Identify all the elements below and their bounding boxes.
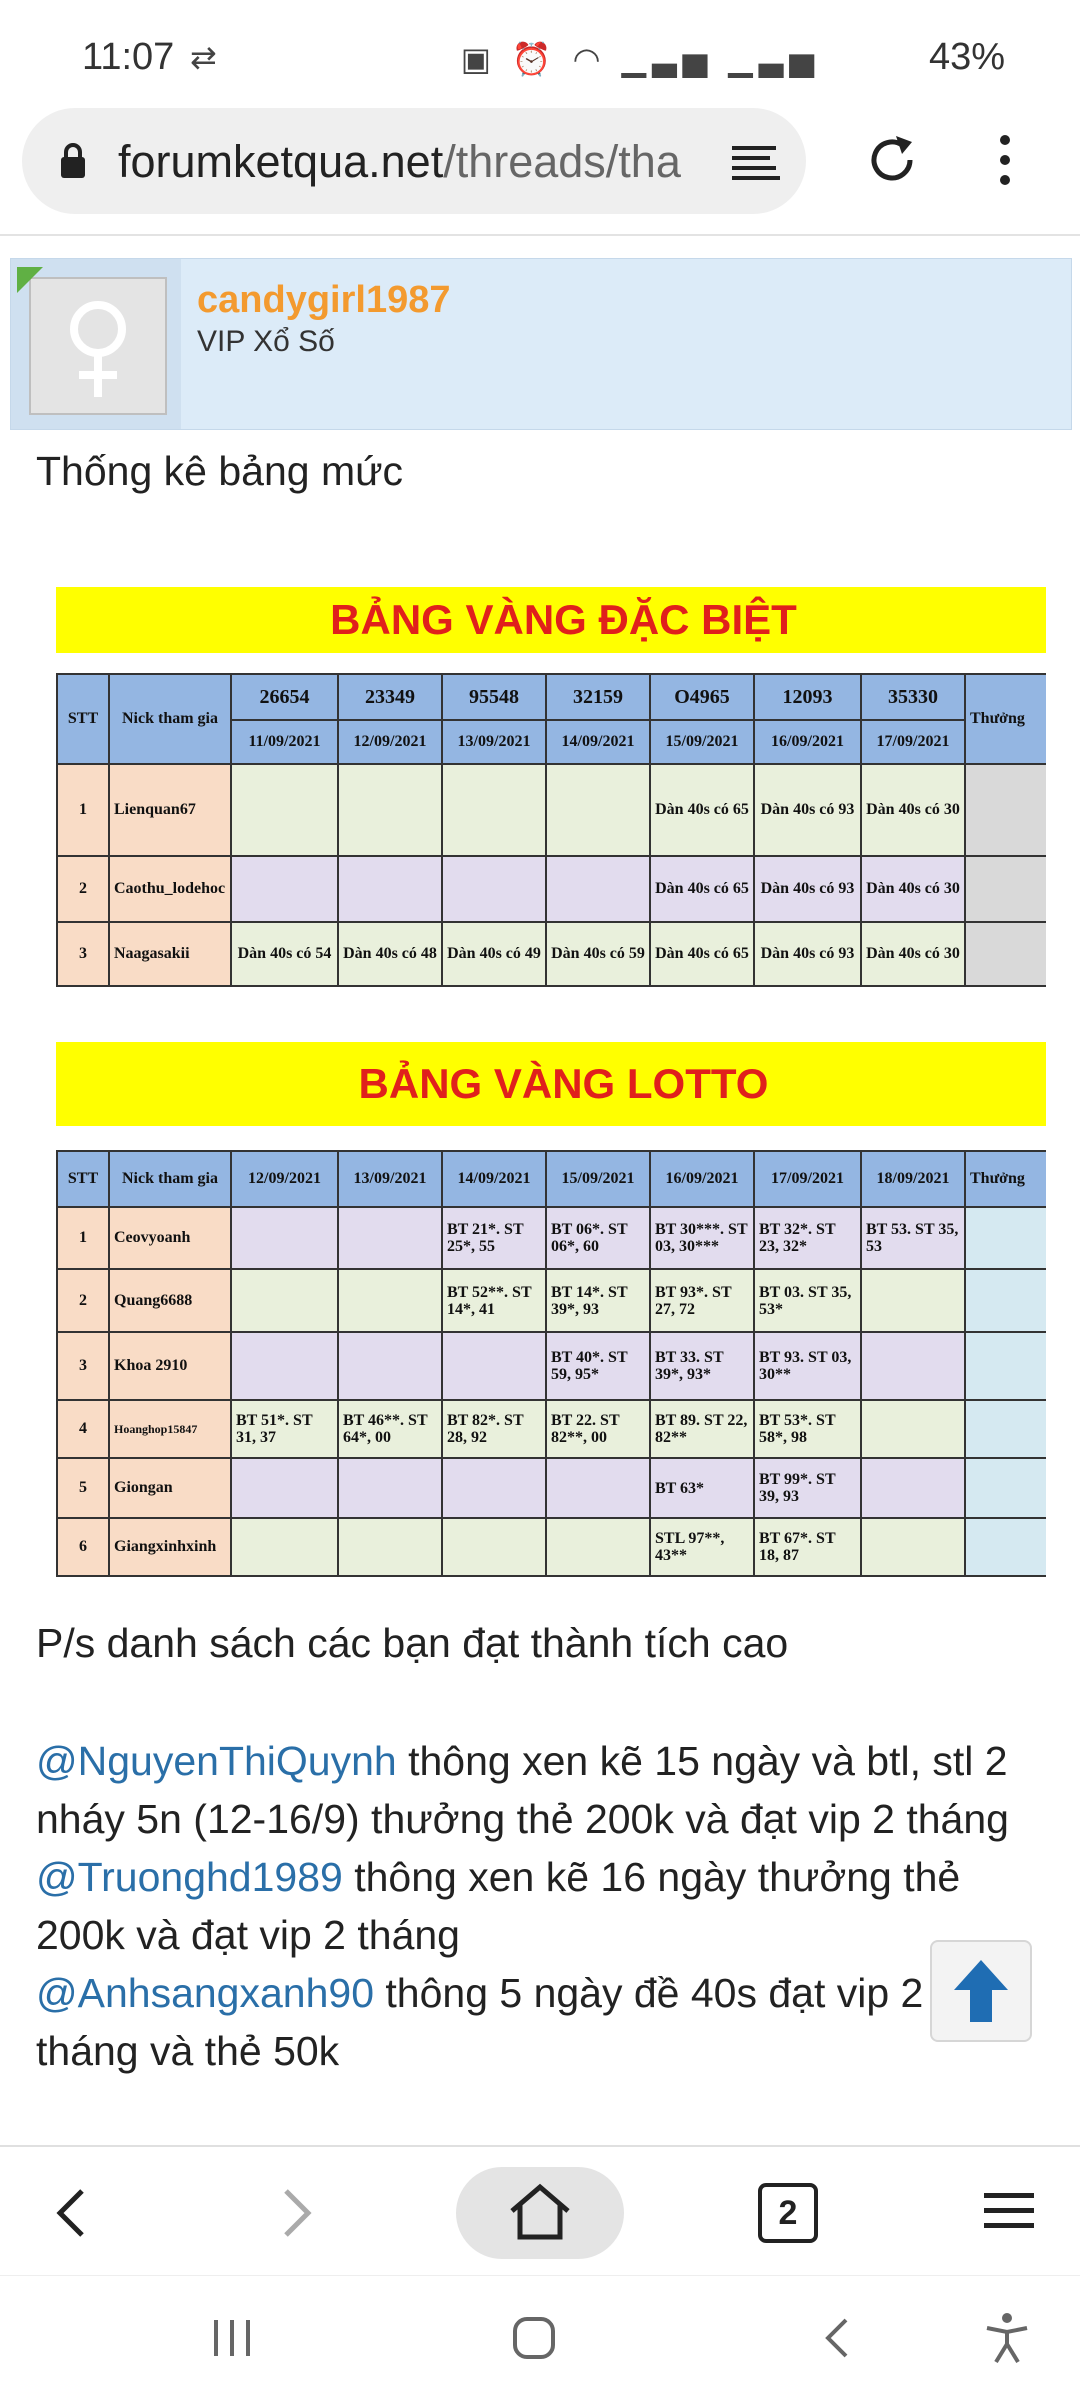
table-cell: Dàn 40s có 93 bbox=[754, 922, 861, 986]
achievement-text: thông 5 ngày đề 40s đạt vip 2 bbox=[374, 1970, 924, 2016]
table-cell bbox=[442, 764, 546, 856]
home-icon bbox=[508, 2181, 572, 2243]
row-nick: Giongan bbox=[109, 1458, 231, 1518]
table-cell bbox=[861, 1400, 965, 1458]
table-row bbox=[57, 1400, 1046, 1458]
header-nick: Nick tham gia bbox=[109, 1151, 231, 1207]
table-cell: BT 06*. ST 06*, 60 bbox=[546, 1207, 650, 1269]
lotto-table-image bbox=[36, 1018, 1046, 1593]
table-cell: Dàn 40s có 54 bbox=[231, 922, 338, 986]
header-reward: Thưởng bbox=[965, 674, 1046, 764]
achievement-text: tháng và thẻ 50k bbox=[36, 2028, 340, 2074]
menu-kebab-icon[interactable] bbox=[995, 130, 1015, 190]
username-link[interactable]: candygirl1987 bbox=[197, 279, 451, 321]
url-text: forumketqua.net/threads/tha bbox=[118, 136, 681, 187]
achievement-text: thông xen kẽ 15 ngày và btl, stl 2 bbox=[396, 1738, 1008, 1784]
ps-line: P/s danh sách các bạn đạt thành tích cao bbox=[36, 1620, 789, 1666]
status-time: 11:07 bbox=[82, 36, 175, 78]
table-cell bbox=[231, 1269, 338, 1332]
lotto-table-title: BẢNG VÀNG LOTTO bbox=[56, 1042, 1046, 1126]
table-cell: Dàn 40s có 48 bbox=[338, 922, 442, 986]
table-cell: BT 14*. ST 39*, 93 bbox=[546, 1269, 650, 1332]
date-header: 16/09/2021 bbox=[754, 720, 861, 764]
table-cell: BT 46**. ST 64*, 00 bbox=[338, 1400, 442, 1458]
row-stt: 2 bbox=[57, 856, 109, 922]
table-cell: BT 63* bbox=[650, 1458, 754, 1518]
table-cell bbox=[338, 1332, 442, 1400]
table-cell bbox=[231, 1458, 338, 1518]
table-cell bbox=[442, 1458, 546, 1518]
avatar[interactable] bbox=[29, 277, 167, 415]
online-indicator bbox=[17, 267, 43, 293]
table-cell: STL 97**, 43** bbox=[650, 1518, 754, 1576]
reward-cell bbox=[965, 922, 1046, 986]
table-row bbox=[57, 764, 1046, 856]
table-cell: BT 93*. ST 27, 72 bbox=[650, 1269, 754, 1332]
table-cell bbox=[861, 1458, 965, 1518]
reward-cell bbox=[965, 1458, 1046, 1518]
table-cell: Dàn 40s có 30 bbox=[861, 764, 965, 856]
table-cell: BT 33. ST 39*, 93* bbox=[650, 1332, 754, 1400]
date-header: 13/09/2021 bbox=[338, 1151, 442, 1207]
reward-cell bbox=[965, 1207, 1046, 1269]
status-icons: ▣ ⏰ ◠ ▁▃▅ ▁▃▅ bbox=[460, 41, 820, 77]
table-cell: Dàn 40s có 30 bbox=[861, 856, 965, 922]
row-stt: 4 bbox=[57, 1400, 109, 1458]
table-cell: BT 93. ST 03, 30** bbox=[754, 1332, 861, 1400]
post-author-bar bbox=[10, 258, 1072, 430]
table-cell: Dàn 40s có 65 bbox=[650, 856, 754, 922]
achievement-text: thông xen kẽ 16 ngày thưởng thẻ bbox=[342, 1854, 961, 1900]
reward-cell bbox=[965, 1518, 1046, 1576]
date-header: 12/09/2021 bbox=[338, 720, 442, 764]
row-nick: Hoanghop15847 bbox=[109, 1400, 231, 1458]
table-cell bbox=[231, 1518, 338, 1576]
table-cell bbox=[861, 1269, 965, 1332]
date-header: 14/09/2021 bbox=[442, 1151, 546, 1207]
achievement-list bbox=[36, 1732, 1056, 2080]
table-cell: BT 32*. ST 23, 32* bbox=[754, 1207, 861, 1269]
table-cell: BT 40*. ST 59, 95* bbox=[546, 1332, 650, 1400]
mention-link[interactable]: @NguyenThiQuynh bbox=[36, 1738, 397, 1784]
table-cell: BT 51*. ST 31, 37 bbox=[231, 1400, 338, 1458]
table-cell: BT 82*. ST 28, 92 bbox=[442, 1400, 546, 1458]
row-nick: Ceovyoanh bbox=[109, 1207, 231, 1269]
reader-mode-icon[interactable] bbox=[730, 142, 782, 182]
result-number: 23349 bbox=[338, 674, 442, 720]
table-cell: BT 67*. ST 18, 87 bbox=[754, 1518, 861, 1576]
result-number: 26654 bbox=[231, 674, 338, 720]
reward-cell bbox=[965, 1332, 1046, 1400]
date-header: 15/09/2021 bbox=[546, 1151, 650, 1207]
date-header: 11/09/2021 bbox=[231, 720, 338, 764]
result-number: 32159 bbox=[546, 674, 650, 720]
table-cell: BT 30***. ST 03, 30*** bbox=[650, 1207, 754, 1269]
reload-icon[interactable] bbox=[862, 130, 922, 190]
table-row bbox=[57, 922, 1046, 986]
table-cell bbox=[338, 1518, 442, 1576]
table-cell: BT 53*. ST 58*, 98 bbox=[754, 1400, 861, 1458]
mention-link[interactable]: @Anhsangxanh90 bbox=[36, 1970, 374, 2016]
table-cell bbox=[442, 1332, 546, 1400]
table-cell: Dàn 40s có 59 bbox=[546, 922, 650, 986]
home-button[interactable] bbox=[456, 2167, 624, 2259]
row-stt: 2 bbox=[57, 1269, 109, 1332]
row-stt: 1 bbox=[57, 1207, 109, 1269]
table-cell bbox=[338, 1458, 442, 1518]
battery-level: 43% bbox=[928, 36, 1005, 78]
row-stt: 5 bbox=[57, 1458, 109, 1518]
arrow-up-icon bbox=[932, 1942, 1030, 2040]
reward-cell bbox=[965, 856, 1046, 922]
date-header: 14/09/2021 bbox=[546, 720, 650, 764]
reward-cell bbox=[965, 764, 1046, 856]
special-table-image bbox=[36, 565, 1046, 1010]
browser-bottom-bar bbox=[0, 2145, 1080, 2277]
header-stt: STT bbox=[57, 674, 109, 764]
achievement-text: 200k và đạt vip 2 tháng bbox=[36, 1912, 460, 1958]
achievement-item bbox=[36, 1732, 1056, 1790]
row-nick: Khoa 2910 bbox=[109, 1332, 231, 1400]
table-cell: BT 21*. ST 25*, 55 bbox=[442, 1207, 546, 1269]
table-cell bbox=[338, 1207, 442, 1269]
achievement-item bbox=[36, 1964, 1056, 2022]
accessibility-icon[interactable] bbox=[984, 2312, 1030, 2364]
achievement-item bbox=[36, 1848, 1056, 1906]
table-cell bbox=[546, 1458, 650, 1518]
date-header: 16/09/2021 bbox=[650, 1151, 754, 1207]
lotto-table bbox=[56, 1150, 1046, 1577]
special-table bbox=[56, 673, 1046, 987]
row-stt: 3 bbox=[57, 922, 109, 986]
table-cell: BT 52**. ST 14*, 41 bbox=[442, 1269, 546, 1332]
row-nick: Caothu_lodehoc bbox=[109, 856, 231, 922]
table-row bbox=[57, 1269, 1046, 1332]
table-cell bbox=[231, 1332, 338, 1400]
post-intro: Thống kê bảng mức bbox=[36, 448, 404, 494]
system-home-icon[interactable] bbox=[512, 2316, 556, 2360]
table-cell: BT 89. ST 22, 82** bbox=[650, 1400, 754, 1458]
table-cell bbox=[442, 1518, 546, 1576]
table-cell bbox=[231, 856, 338, 922]
system-back-icon[interactable] bbox=[822, 2316, 852, 2360]
row-nick: Naagasakii bbox=[109, 922, 231, 986]
table-cell: Dàn 40s có 65 bbox=[650, 764, 754, 856]
header-stt: STT bbox=[57, 1151, 109, 1207]
result-number: 95548 bbox=[442, 674, 546, 720]
system-nav-bar bbox=[0, 2275, 1080, 2401]
table-row bbox=[57, 856, 1046, 922]
forward-icon[interactable] bbox=[276, 2187, 316, 2239]
row-nick: Giangxinhxinh bbox=[109, 1518, 231, 1576]
table-cell: BT 22. ST 82**, 00 bbox=[546, 1400, 650, 1458]
result-number: 35330 bbox=[861, 674, 965, 720]
table-cell: BT 53. ST 35, 53 bbox=[861, 1207, 965, 1269]
table-cell bbox=[861, 1332, 965, 1400]
date-header: 18/09/2021 bbox=[861, 1151, 965, 1207]
achievement-text: nháy 5n (12-16/9) thưởng thẻ 200k và đạt vip 2 tháng bbox=[36, 1796, 1009, 1842]
date-header: 15/09/2021 bbox=[650, 720, 754, 764]
table-cell: Dàn 40s có 93 bbox=[754, 764, 861, 856]
table-cell bbox=[442, 856, 546, 922]
table-cell: Dàn 40s có 49 bbox=[442, 922, 546, 986]
table-row bbox=[57, 1332, 1046, 1400]
address-bar[interactable] bbox=[22, 108, 806, 214]
back-icon[interactable] bbox=[52, 2187, 92, 2239]
reward-cell bbox=[965, 1269, 1046, 1332]
date-header: 17/09/2021 bbox=[754, 1151, 861, 1207]
table-cell bbox=[338, 764, 442, 856]
table-cell bbox=[231, 764, 338, 856]
header-reward: Thưởng bbox=[965, 1151, 1046, 1207]
table-cell bbox=[338, 1269, 442, 1332]
tabs-button[interactable]: 2 bbox=[758, 2183, 818, 2243]
row-stt: 1 bbox=[57, 764, 109, 856]
female-avatar-icon bbox=[31, 279, 165, 413]
user-title: VIP Xổ Số bbox=[197, 325, 335, 358]
table-cell bbox=[338, 856, 442, 922]
table-cell: BT 03. ST 35, 53* bbox=[754, 1269, 861, 1332]
hamburger-menu-icon[interactable] bbox=[984, 2191, 1034, 2231]
row-stt: 3 bbox=[57, 1332, 109, 1400]
table-cell: BT 99*. ST 39, 93 bbox=[754, 1458, 861, 1518]
table-cell bbox=[546, 1518, 650, 1576]
table-cell bbox=[546, 856, 650, 922]
table-cell bbox=[546, 764, 650, 856]
row-stt: 6 bbox=[57, 1518, 109, 1576]
reward-cell bbox=[965, 1400, 1046, 1458]
lock-icon bbox=[60, 143, 86, 179]
recent-apps-icon[interactable] bbox=[210, 2318, 254, 2358]
avatar-container bbox=[11, 259, 181, 429]
date-header: 17/09/2021 bbox=[861, 720, 965, 764]
scroll-to-top-button[interactable] bbox=[930, 1940, 1032, 2042]
table-cell: Dàn 40s có 65 bbox=[650, 922, 754, 986]
toolbar-divider bbox=[0, 234, 1080, 236]
row-nick: Quang6688 bbox=[109, 1269, 231, 1332]
header-nick: Nick tham gia bbox=[109, 674, 231, 764]
result-number: O4965 bbox=[650, 674, 754, 720]
table-cell: Dàn 40s có 30 bbox=[861, 922, 965, 986]
result-number: 12093 bbox=[754, 674, 861, 720]
table-row bbox=[57, 1207, 1046, 1269]
table-cell bbox=[861, 1518, 965, 1576]
table-row bbox=[57, 1518, 1046, 1576]
status-bar bbox=[0, 0, 1080, 110]
mention-link[interactable]: @Truonghd1989 bbox=[36, 1854, 343, 1900]
date-header: 13/09/2021 bbox=[442, 720, 546, 764]
date-header: 12/09/2021 bbox=[231, 1151, 338, 1207]
table-cell bbox=[231, 1207, 338, 1269]
sync-icon: ⇄ bbox=[190, 39, 217, 75]
special-table-title: BẢNG VÀNG ĐẶC BIỆT bbox=[56, 587, 1046, 653]
table-cell: Dàn 40s có 93 bbox=[754, 856, 861, 922]
row-nick: Lienquan67 bbox=[109, 764, 231, 856]
table-row bbox=[57, 1458, 1046, 1518]
